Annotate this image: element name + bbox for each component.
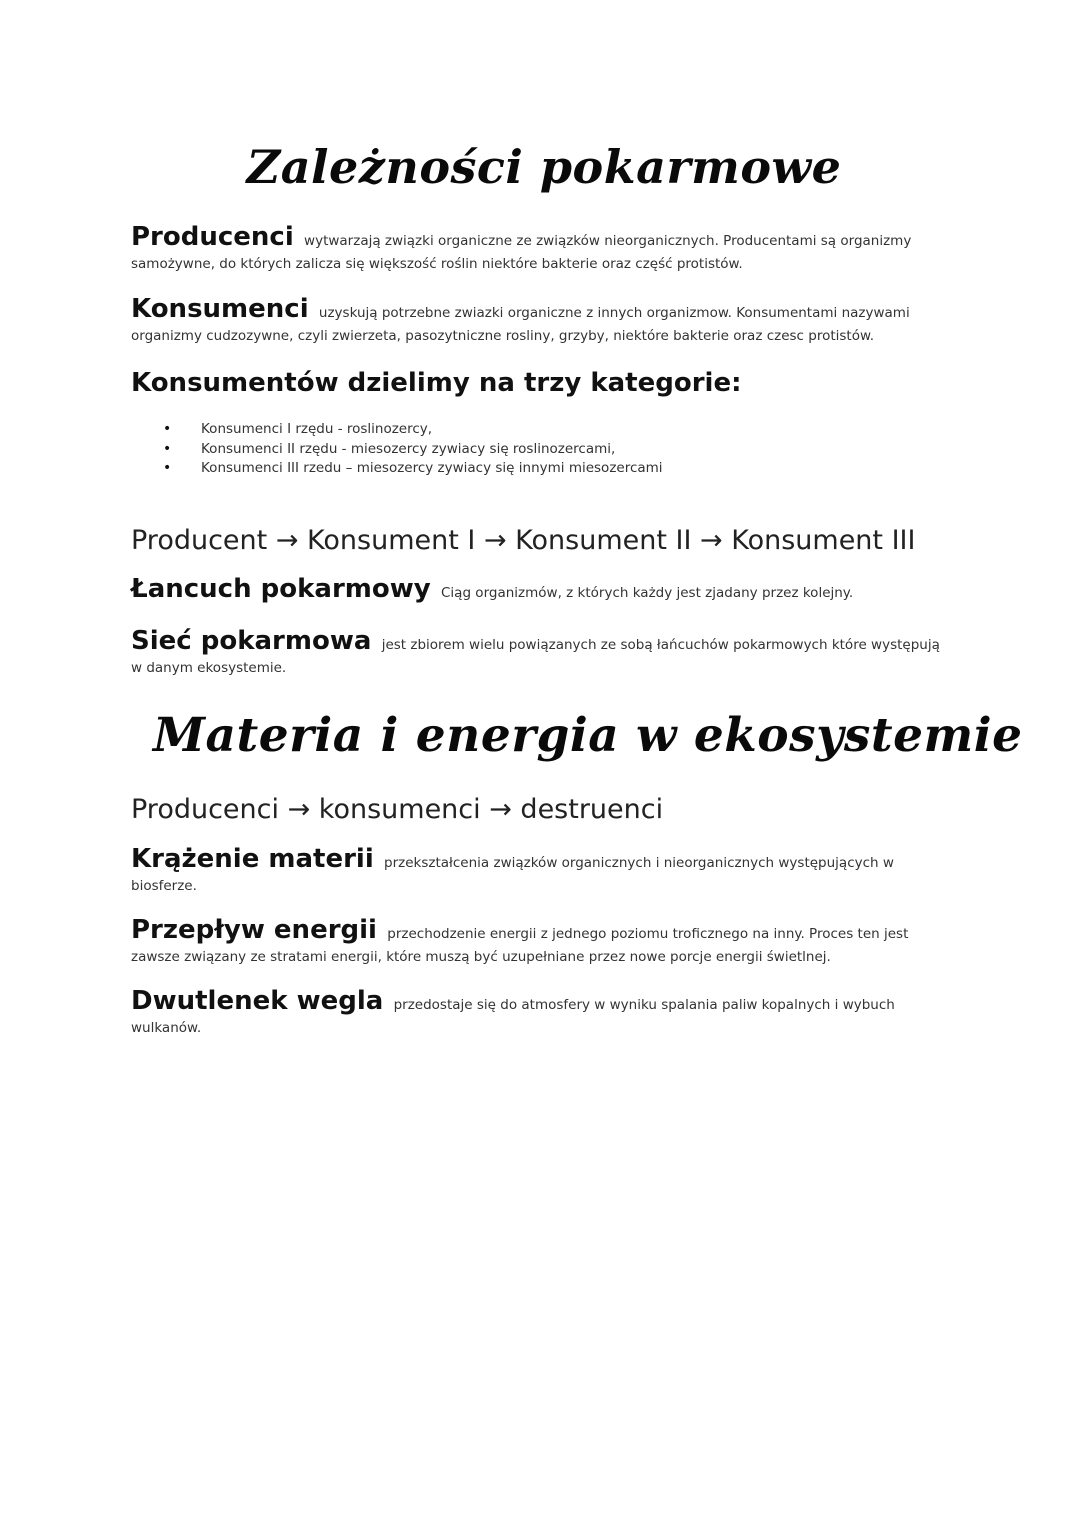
categories-heading: Konsumentów dzielimy na trzy kategorie: xyxy=(131,368,742,398)
definition-konsumenci: uzyskują potrzebne zwiazki organiczne z innych organizmow. Konsumentami nazywami organizmy cudzozywne, czyli zwierzeta, pasozytniczne rosliny, grzyby, niektóre bakterie oraz czesc protistów. xyxy=(131,305,910,344)
matter-chain-sequence: Producenci → konsumenci → destruenci xyxy=(131,794,664,825)
entry-siec xyxy=(131,626,941,680)
list-item: • Konsumenci II rzędu - miesozercy zywiacy się roslinozercami, xyxy=(163,440,663,460)
entry-producenci xyxy=(131,222,941,276)
bullet-icon: • xyxy=(163,460,172,476)
term-konsumenci: Konsumenci xyxy=(131,294,309,324)
entry-przeplyw xyxy=(131,915,941,969)
entry-krazenie xyxy=(131,844,941,898)
section-title-matter-energy: Materia i energia w ekosystemie xyxy=(153,708,1023,763)
term-krazenie: Krążenie materii xyxy=(131,844,374,874)
definition-dwutlenek: przedostaje się do atmosfery w wyniku spalania paliw kopalnych i wybuch wulkanów. xyxy=(131,997,895,1036)
definition-lancuch: Ciąg organizmów, z których każdy jest zjadany przez kolejny. xyxy=(441,585,854,601)
term-dwutlenek: Dwutlenek wegla xyxy=(131,986,384,1016)
definition-producenci: wytwarzają związki organiczne ze związków nieorganicznych. Producentami są organizmy samożywne, do których zalicza się większość roślin niektóre bakterie oraz część protistów. xyxy=(131,233,912,272)
list-item: • Konsumenci I rzędu - roslinozercy, xyxy=(163,420,663,440)
bullet-icon: • xyxy=(163,440,172,457)
categories-list xyxy=(163,420,663,479)
food-chain-sequence: Producent → Konsument I → Konsument II → Konsument III xyxy=(131,525,916,556)
term-producenci: Producenci xyxy=(131,222,294,252)
definition-przeplyw: przechodzenie energii z jednego poziomu troficznego na inny. Proces ten jest zawsze związany ze stratami energii, które muszą być uzupełniane przez nowe porcje energii świetlnej. xyxy=(131,926,909,965)
list-item: • Konsumenci III rzedu – miesozercy zywiacy się innymi miesozercami xyxy=(163,459,663,479)
definition-siec: jest zbiorem wielu powiązanych ze sobą łańcuchów pokarmowych które występują w danym ekosystemie. xyxy=(131,637,940,676)
definition-krazenie: przekształcenia związków organicznych i nieorganicznych występujących w biosferze. xyxy=(131,855,894,894)
entry-konsumenci xyxy=(131,294,941,348)
bullet-icon: • xyxy=(163,421,172,437)
term-siec: Sieć pokarmowa xyxy=(131,626,372,656)
entry-lancuch xyxy=(131,574,941,605)
term-lancuch: Łancuch pokarmowy xyxy=(131,574,431,604)
term-przeplyw: Przepływ energii xyxy=(131,915,377,945)
entry-dwutlenek xyxy=(131,986,941,1040)
section-title-food-relations: Zależności pokarmowe xyxy=(246,140,842,194)
